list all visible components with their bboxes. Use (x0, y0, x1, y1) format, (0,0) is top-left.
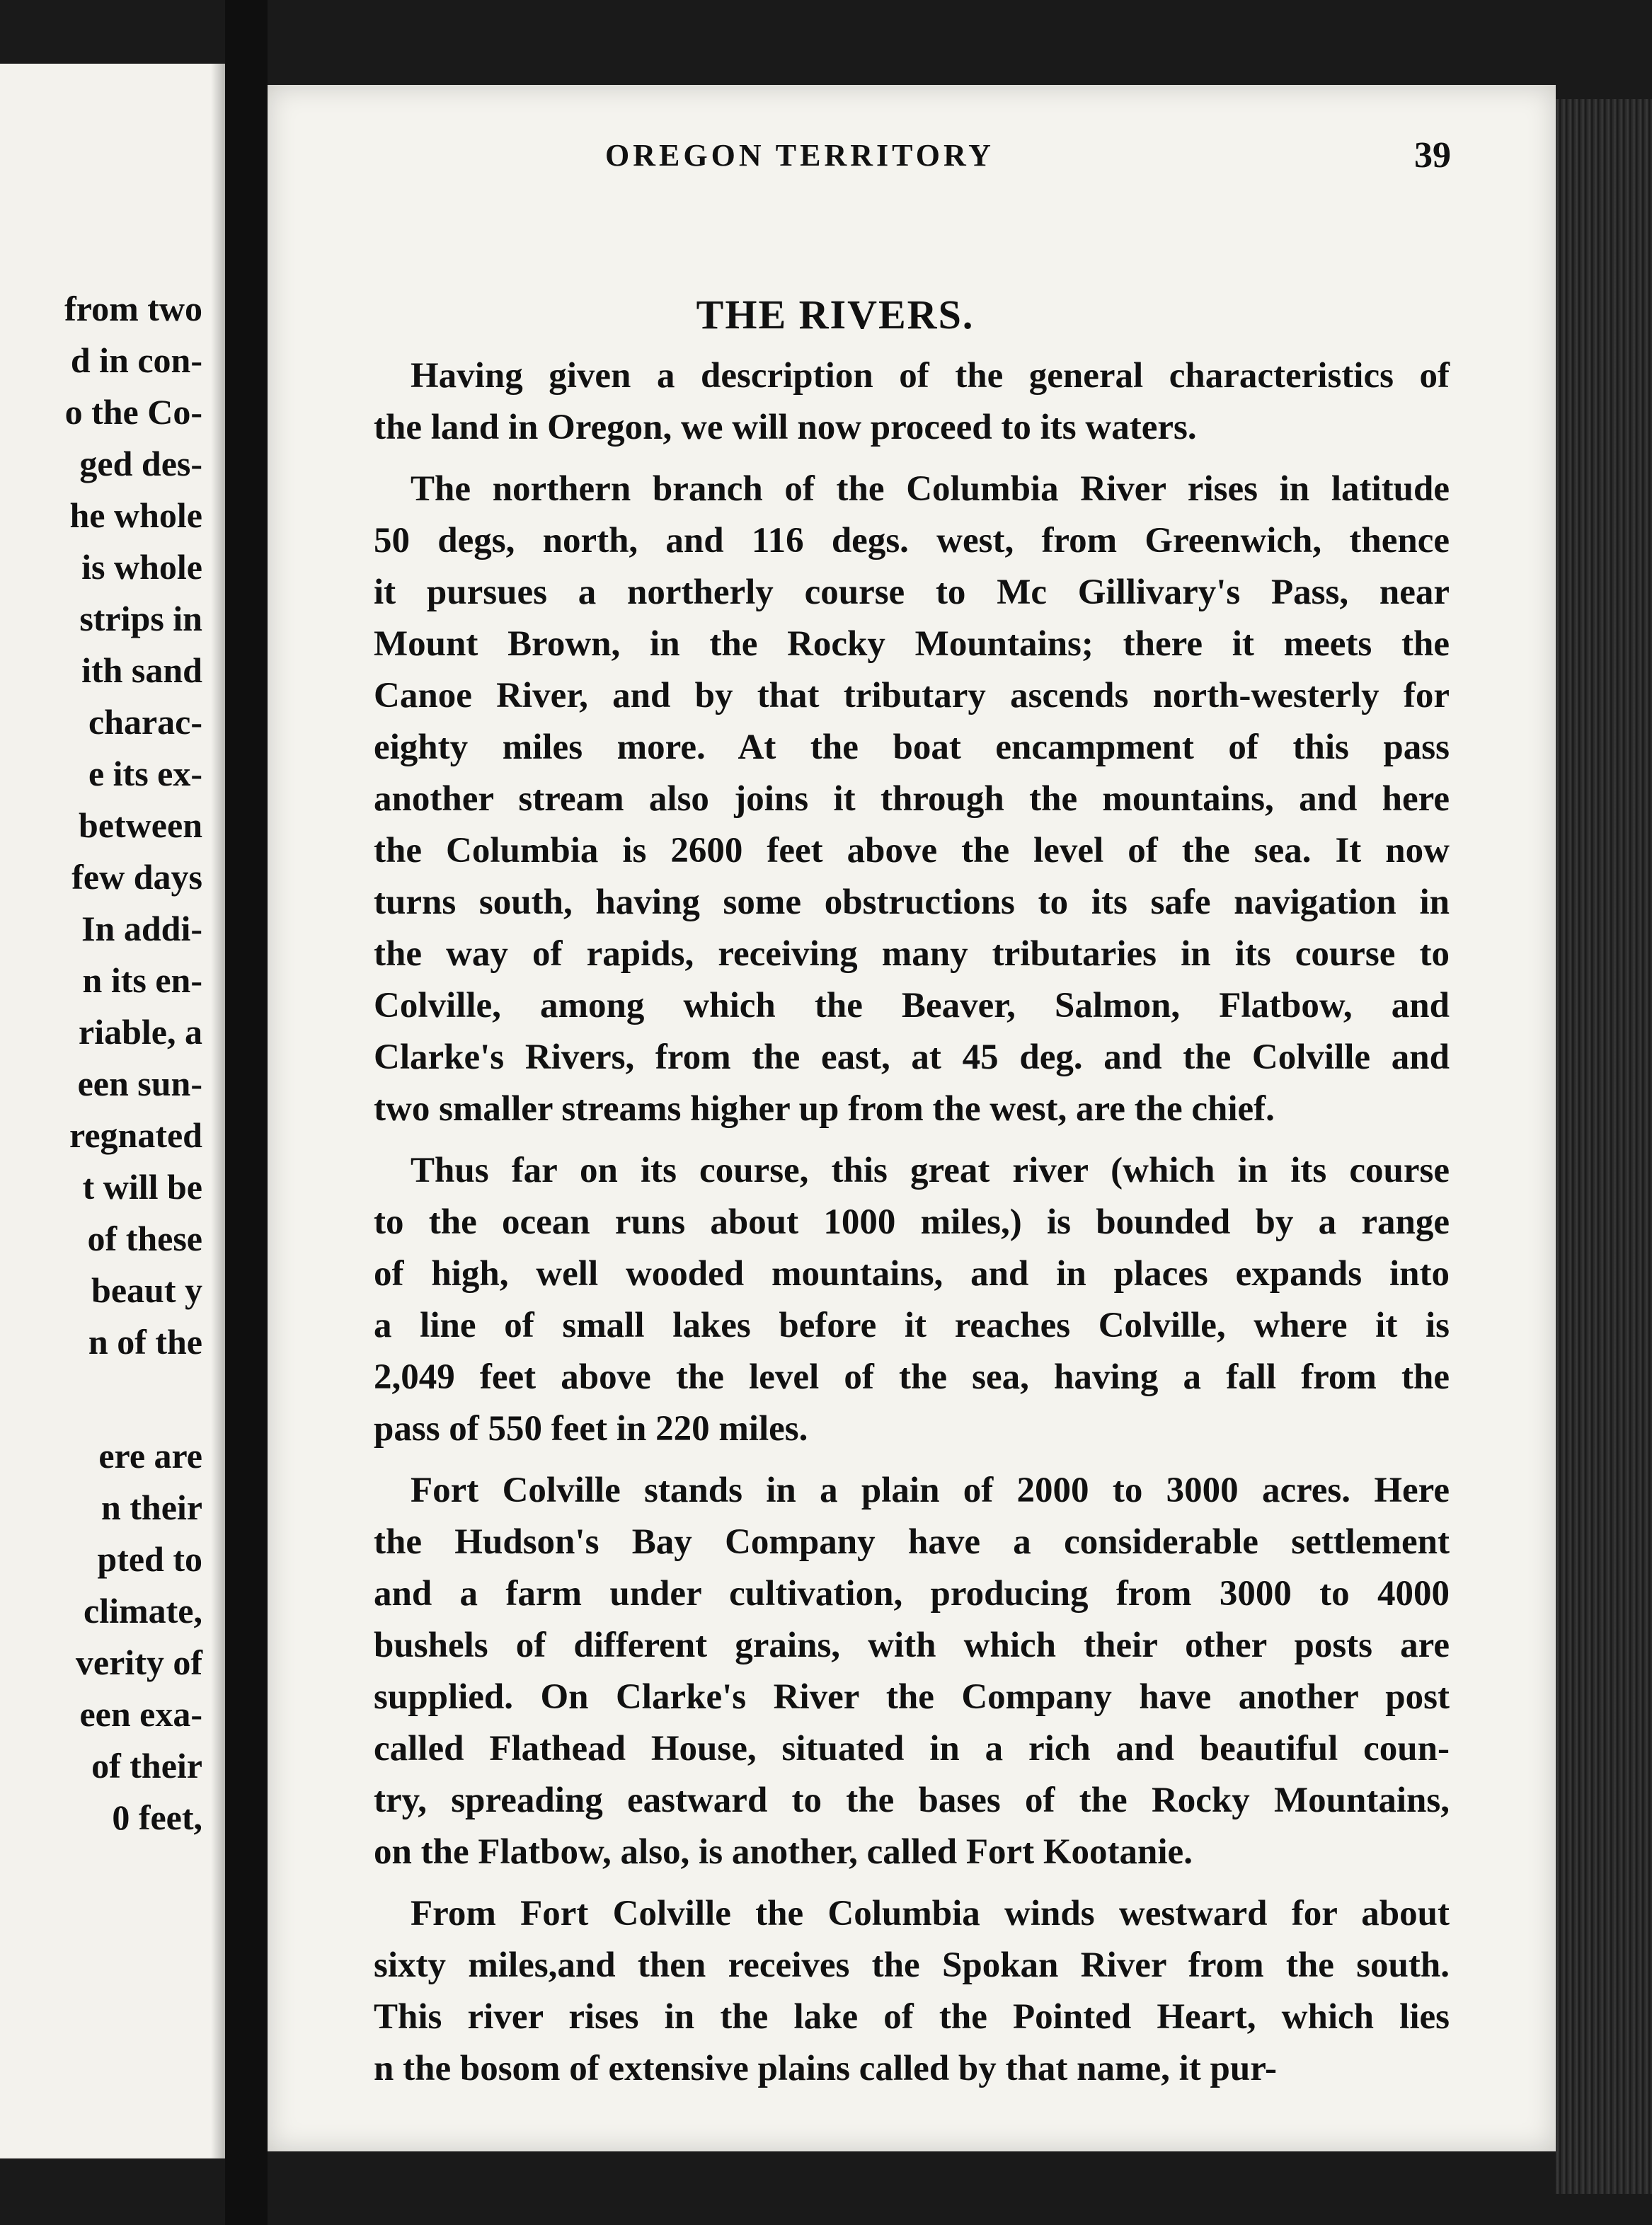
text-line: In addi- (81, 909, 202, 948)
text-line: the Columbia is 2600 feet above the level of the sea. It now (374, 831, 1450, 870)
text-line: is whole (81, 547, 202, 587)
text-line: beaut y (91, 1270, 202, 1310)
text-line: From Fort Colville the Columbia winds westward for about (411, 1894, 1450, 1933)
text-line: supplied. On Clarke's River the Company have another post (374, 1677, 1450, 1717)
previous-page-fragment (0, 64, 225, 2158)
text-line: called Flathead House, situated in a rich and beautiful coun- (374, 1729, 1450, 1769)
text-line: charac- (88, 702, 202, 742)
text-line: Mount Brown, in the Rocky Mountains; there it meets the (374, 624, 1450, 664)
text-line: strips in (79, 599, 202, 638)
text-line: another stream also joins it through the mountains, and here (374, 779, 1450, 819)
text-line: 50 degs, north, and 116 degs. west, from Greenwich, thence (374, 521, 1450, 560)
text-line: regnated (69, 1115, 202, 1155)
text-line: Clarke's Rivers, from the east, at 45 deg. and the Colville and (374, 1037, 1450, 1077)
text-line: the way of rapids, receiving many tributaries in its course to (374, 934, 1450, 974)
page-edge-stack (1556, 99, 1652, 2194)
text-line: from two (64, 289, 202, 328)
text-line: een sun- (77, 1064, 202, 1103)
book-gutter (225, 0, 268, 2225)
text-line: n the bosom of extensive plains called by that name, it pur- (374, 2049, 1277, 2088)
text-line: of their (91, 1746, 202, 1786)
text-line: Canoe River, and by that tributary ascends north-westerly for (374, 676, 1450, 715)
text-line: d in con- (70, 340, 202, 380)
text-line: between (79, 805, 202, 845)
text-line: it pursues a northerly course to Mc Gillivary's Pass, near (374, 573, 1450, 612)
text-line: to the ocean runs about 1000 miles,) is bounded by a range (374, 1202, 1450, 1242)
text-line: pass of 550 feet in 220 miles. (374, 1409, 808, 1449)
text-line: n of the (88, 1322, 202, 1362)
text-line: n its en- (82, 960, 202, 1000)
paragraph (374, 464, 1450, 1135)
text-line: of these (87, 1219, 202, 1258)
text-line: e its ex- (88, 754, 202, 793)
page-shadow (211, 64, 225, 2158)
text-line: 0 feet, (112, 1798, 202, 1837)
text-line: The northern branch of the Columbia River rises in latitude (411, 469, 1450, 509)
text-line: t will be (82, 1167, 202, 1207)
paragraph (374, 1888, 1450, 2095)
previous-page-text (64, 283, 202, 1844)
text-line: o the Co- (64, 392, 202, 432)
text-line: two smaller streams higher up from the west, are the chief. (374, 1089, 1275, 1129)
paragraph (374, 1145, 1450, 1455)
body-text (374, 350, 1450, 2105)
text-line: of high, well wooded mountains, and in places expands into (374, 1254, 1450, 1294)
text-line: pted to (97, 1539, 202, 1579)
text-line: Thus far on its course, this great river (which in its course (411, 1151, 1450, 1190)
text-line: ged des- (79, 444, 202, 483)
text-line: ere are (98, 1436, 202, 1476)
text-line: a line of small lakes before it reaches Colville, where it is (374, 1306, 1450, 1345)
text-line: and a farm under cultivation, producing from 3000 to 4000 (374, 1574, 1450, 1614)
text-line: riable, a (79, 1012, 202, 1052)
line-gap (64, 1368, 202, 1430)
text-line: verity of (75, 1643, 202, 1682)
text-line: Fort Colville stands in a plain of 2000 to 3000 acres. Here (411, 1471, 1450, 1510)
text-line: turns south, having some obstructions to its safe navigation in (374, 882, 1450, 922)
text-line: Colville, among which the Beaver, Salmon, Flatbow, and (374, 986, 1450, 1025)
chapter-title: THE RIVERS. (696, 292, 975, 338)
text-line: een exa- (79, 1694, 202, 1734)
text-line: climate, (84, 1591, 202, 1631)
text-line: 2,049 feet above the level of the sea, having a fall from the (374, 1357, 1450, 1397)
page-number: 39 (1414, 135, 1451, 176)
text-line: sixty miles,and then receives the Spokan River from the south. (374, 1945, 1450, 1985)
text-line: the land in Oregon, we will now proceed to its waters. (374, 408, 1197, 447)
text-line: n their (101, 1488, 202, 1527)
text-line: Having given a description of the general characteristics of (411, 356, 1450, 396)
text-line: few days (71, 857, 202, 897)
paragraph (374, 1465, 1450, 1878)
text-line: eighty miles more. At the boat encampment of this pass (374, 728, 1450, 767)
text-line: ith sand (81, 650, 202, 690)
text-line: he whole (69, 495, 202, 535)
text-line: the Hudson's Bay Company have a considerable settlement (374, 1522, 1450, 1562)
text-line: try, spreading eastward to the bases of the Rocky Mountains, (374, 1781, 1450, 1820)
paragraph (374, 350, 1450, 454)
running-head: OREGON TERRITORY (605, 138, 994, 173)
text-line: bushels of different grains, with which their other posts are (374, 1626, 1450, 1665)
text-line: This river rises in the lake of the Pointed Heart, which lies (374, 1997, 1450, 2037)
text-line: on the Flatbow, also, is another, called Fort Kootanie. (374, 1832, 1193, 1872)
